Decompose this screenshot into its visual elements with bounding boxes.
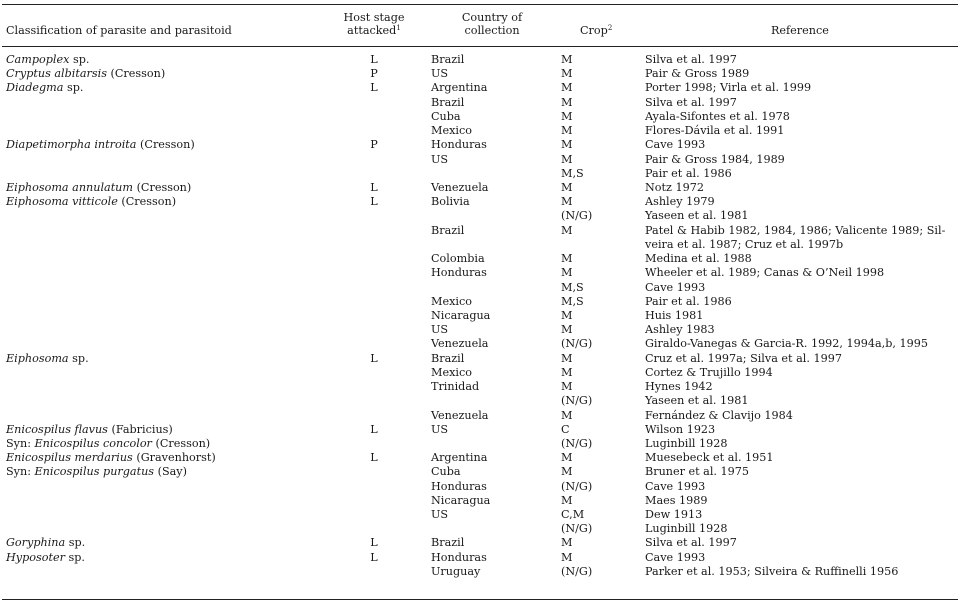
country-cell: Honduras xyxy=(431,550,487,564)
taxon-name: Diapetimorpha introita xyxy=(6,138,137,152)
classification-cell xyxy=(6,352,89,366)
taxon-name: Enicospilus purgatus xyxy=(34,465,155,479)
crop-cell: M xyxy=(561,493,573,507)
crop-cell: M xyxy=(561,451,573,465)
country-cell: Bolivia xyxy=(431,195,470,209)
reference-cell: Cave 1993 xyxy=(645,280,706,294)
header-host-line2-text: attacked xyxy=(347,24,397,37)
reference-cell: Silva et al. 1997 xyxy=(645,53,737,66)
country-cell: Honduras xyxy=(431,479,487,493)
reference-cell: Fernández & Clavijo 1984 xyxy=(645,408,793,422)
taxon-name: Enicospilus flavus xyxy=(6,422,108,436)
host-stage-cell: L xyxy=(370,451,378,465)
classification-cell xyxy=(6,437,210,451)
crop-cell: M xyxy=(561,223,573,237)
crop-cell: M xyxy=(561,323,573,337)
taxon-author: (Fabricius) xyxy=(107,422,173,436)
taxon-author: (Say) xyxy=(154,465,187,479)
reference-cell: Ashley 1983 xyxy=(645,323,715,337)
reference-cell: Pair et al. 1986 xyxy=(645,166,732,180)
header-classification xyxy=(6,24,232,37)
crop-cell: M xyxy=(561,408,573,422)
top-rule xyxy=(2,4,958,5)
taxon-name: Cryptus albitarsis xyxy=(6,67,107,81)
reference-cell: Cortez & Trujillo 1994 xyxy=(645,365,773,379)
reference-cell: Ashley 1979 xyxy=(645,195,715,209)
classification-cell xyxy=(6,138,195,152)
crop-cell: (N/G) xyxy=(561,394,593,408)
header-host-stage xyxy=(338,11,410,37)
crop-cell: (N/G) xyxy=(561,337,593,351)
host-stage-cell: L xyxy=(370,422,378,436)
country-cell: Brazil xyxy=(431,536,465,550)
taxon-author: (Cresson) xyxy=(117,195,177,209)
crop-cell: (N/G) xyxy=(561,209,593,223)
reference-cell: Huis 1981 xyxy=(645,308,704,322)
host-stage-cell: L xyxy=(370,536,378,550)
reference-cell: Muesebeck et al. 1951 xyxy=(645,451,774,465)
classification-cell xyxy=(6,67,165,81)
country-cell: Colombia xyxy=(431,252,485,266)
country-cell: Argentina xyxy=(431,451,488,465)
crop-cell: C,M xyxy=(561,508,585,522)
country-cell: Brazil xyxy=(431,351,465,365)
synonym-prefix: Syn: xyxy=(6,465,35,479)
host-stage-cell: L xyxy=(370,180,378,194)
crop-cell: M xyxy=(561,138,573,152)
synonym-prefix: Syn: xyxy=(6,436,35,450)
classification-cell xyxy=(6,53,89,67)
crop-cell: M xyxy=(561,124,573,138)
reference-cell: Maes 1989 xyxy=(645,493,708,507)
crop-cell: C xyxy=(561,422,570,436)
reference-cell: Dew 1913 xyxy=(645,508,703,522)
reference-cell: Parker et al. 1953; Silveira & Ruffinelli 1956 xyxy=(645,564,899,578)
reference-cell: Yaseen et al. 1981 xyxy=(645,394,749,408)
country-cell: Cuba xyxy=(431,109,461,123)
classification-cell xyxy=(6,451,216,465)
taxon-author: sp. xyxy=(68,351,89,365)
reference-cell: Yaseen et al. 1981 xyxy=(645,209,749,223)
country-cell: Nicaragua xyxy=(431,308,491,322)
crop-cell: M xyxy=(561,95,573,109)
taxon-author: sp. xyxy=(63,81,84,95)
header-country xyxy=(444,11,540,37)
taxon-name: Enicospilus concolor xyxy=(34,436,152,450)
crop-cell: M xyxy=(561,109,573,123)
crop-cell: M xyxy=(561,351,573,365)
country-cell: Mexico xyxy=(431,294,472,308)
reference-cell: Pair et al. 1986 xyxy=(645,294,732,308)
reference-cell: Cave 1993 xyxy=(645,138,706,152)
reference-cell: Silva et al. 1997 xyxy=(645,536,737,550)
crop-cell: M xyxy=(561,380,573,394)
classification-cell xyxy=(6,181,191,195)
crop-cell: M,S xyxy=(561,280,584,294)
country-cell: Brazil xyxy=(431,53,465,66)
reference-cell: veira et al. 1987; Cruz et al. 1997b xyxy=(645,237,844,251)
taxon-name: Enicospilus merdarius xyxy=(6,451,133,465)
host-stage-cell: P xyxy=(370,138,378,152)
country-cell: US xyxy=(431,323,449,337)
host-stage-cell: L xyxy=(370,81,378,95)
crop-cell: M xyxy=(561,81,573,95)
header-country-line1: Country of xyxy=(461,11,523,24)
reference-cell: Bruner et al. 1975 xyxy=(645,465,750,479)
host-stage-cell: L xyxy=(370,195,378,209)
crop-cell: M xyxy=(561,53,573,66)
header-reference xyxy=(771,24,829,37)
country-cell: Argentina xyxy=(431,81,488,95)
country-cell: Uruguay xyxy=(431,564,481,578)
reference-cell: Luginbill 1928 xyxy=(645,436,728,450)
reference-cell: Hynes 1942 xyxy=(645,380,713,394)
crop-cell: M xyxy=(561,195,573,209)
header-reference-label: Reference xyxy=(771,24,829,37)
country-cell: Honduras xyxy=(431,266,487,280)
host-stage-cell: L xyxy=(370,351,378,365)
taxon-name: Hyposoter xyxy=(6,550,65,564)
header-host-line1: Host stage xyxy=(343,11,405,24)
reference-cell: Medina et al. 1988 xyxy=(645,252,752,266)
classification-cell xyxy=(6,551,85,565)
reference-cell: Ayala-Sifontes et al. 1978 xyxy=(645,109,790,123)
classification-cell xyxy=(6,195,176,209)
crop-cell: M,S xyxy=(561,166,584,180)
country-cell: Venezuela xyxy=(431,408,489,422)
crop-cell: M xyxy=(561,67,573,81)
reference-cell: Luginbill 1928 xyxy=(645,522,728,536)
taxon-name: Diadegma xyxy=(6,81,64,95)
crop-cell: M xyxy=(561,252,573,266)
crop-cell: M,S xyxy=(561,294,584,308)
header-rule xyxy=(2,46,958,47)
reference-cell: Patel & Habib 1982, 1984, 1986; Valicente 1989; Sil- xyxy=(645,223,946,237)
country-cell: US xyxy=(431,422,449,436)
reference-cell: Porter 1998; Virla et al. 1999 xyxy=(645,81,812,95)
reference-cell: Pair & Gross 1984, 1989 xyxy=(645,152,785,166)
crop-cell: M xyxy=(561,550,573,564)
taxon-author: (Cresson) xyxy=(136,138,195,152)
header-crop xyxy=(580,24,612,37)
crop-cell: M xyxy=(561,266,573,280)
country-cell: Venezuela xyxy=(431,337,489,351)
taxon-author: (Gravenhorst) xyxy=(132,451,216,465)
host-stage-cell: L xyxy=(370,53,378,66)
reference-cell: Pair & Gross 1989 xyxy=(645,67,750,81)
country-cell: US xyxy=(431,67,449,81)
taxon-name: Eiphosoma vitticole xyxy=(6,195,118,209)
taxon-author: sp. xyxy=(65,536,86,550)
crop-cell: M xyxy=(561,536,573,550)
crop-cell: (N/G) xyxy=(561,564,593,578)
reference-cell: Wheeler et al. 1989; Canas & O’Neil 1998 xyxy=(645,266,885,280)
crop-cell: M xyxy=(561,152,573,166)
country-cell: US xyxy=(431,508,449,522)
reference-cell: Flores-Dávila et al. 1991 xyxy=(645,124,785,138)
taxon-author: sp. xyxy=(64,550,85,564)
reference-cell: Giraldo-Vanegas & Garcia-R. 1992, 1994a,b, 1995 xyxy=(645,337,928,351)
taxon-author: (Cresson) xyxy=(106,67,166,81)
taxon-name: Eiphosoma annulatum xyxy=(6,180,134,194)
host-stage-cell: P xyxy=(370,67,378,81)
country-cell: Mexico xyxy=(431,124,472,138)
taxon-name: Goryphina xyxy=(6,536,66,550)
bottom-rule xyxy=(2,599,958,600)
country-cell: Cuba xyxy=(431,465,461,479)
header-host-line2 xyxy=(338,24,410,37)
taxon-author: sp. xyxy=(69,53,90,66)
taxon-name: Campoplex xyxy=(6,53,70,66)
country-cell: Venezuela xyxy=(431,180,489,194)
classification-cell xyxy=(6,81,83,95)
header-crop-footnote: 2 xyxy=(607,24,613,32)
country-cell: Brazil xyxy=(431,223,465,237)
taxon-name: Eiphosoma xyxy=(6,351,69,365)
classification-cell xyxy=(6,465,187,479)
header-country-line2: collection xyxy=(464,24,520,37)
crop-cell: M xyxy=(561,308,573,322)
taxon-author: (Cresson) xyxy=(133,180,192,194)
classification-cell xyxy=(6,423,173,437)
country-cell: Brazil xyxy=(431,95,465,109)
taxon-author: (Cresson) xyxy=(151,436,211,450)
crop-cell: (N/G) xyxy=(561,436,593,450)
reference-cell: Silva et al. 1997 xyxy=(645,95,737,109)
crop-cell: M xyxy=(561,180,573,194)
country-cell: Trinidad xyxy=(431,380,480,394)
crop-cell: (N/G) xyxy=(561,522,593,536)
crop-cell: M xyxy=(561,365,573,379)
crop-cell: (N/G) xyxy=(561,479,593,493)
country-cell: Mexico xyxy=(431,365,472,379)
reference-cell: Cave 1993 xyxy=(645,550,706,564)
crop-cell: M xyxy=(561,465,573,479)
host-stage-cell: L xyxy=(370,550,378,564)
header-crop-label: Crop xyxy=(580,24,608,37)
country-cell: Honduras xyxy=(431,138,487,152)
reference-cell: Wilson 1923 xyxy=(645,422,716,436)
reference-cell: Cruz et al. 1997a; Silva et al. 1997 xyxy=(645,351,842,365)
header-host-footnote: 1 xyxy=(396,24,401,32)
classification-cell xyxy=(6,536,85,550)
country-cell: Nicaragua xyxy=(431,493,491,507)
reference-cell: Cave 1993 xyxy=(645,479,706,493)
reference-cell: Notz 1972 xyxy=(645,180,704,194)
country-cell: US xyxy=(431,152,449,166)
header-classification-label: Classification of parasite and parasitoid xyxy=(6,24,232,37)
